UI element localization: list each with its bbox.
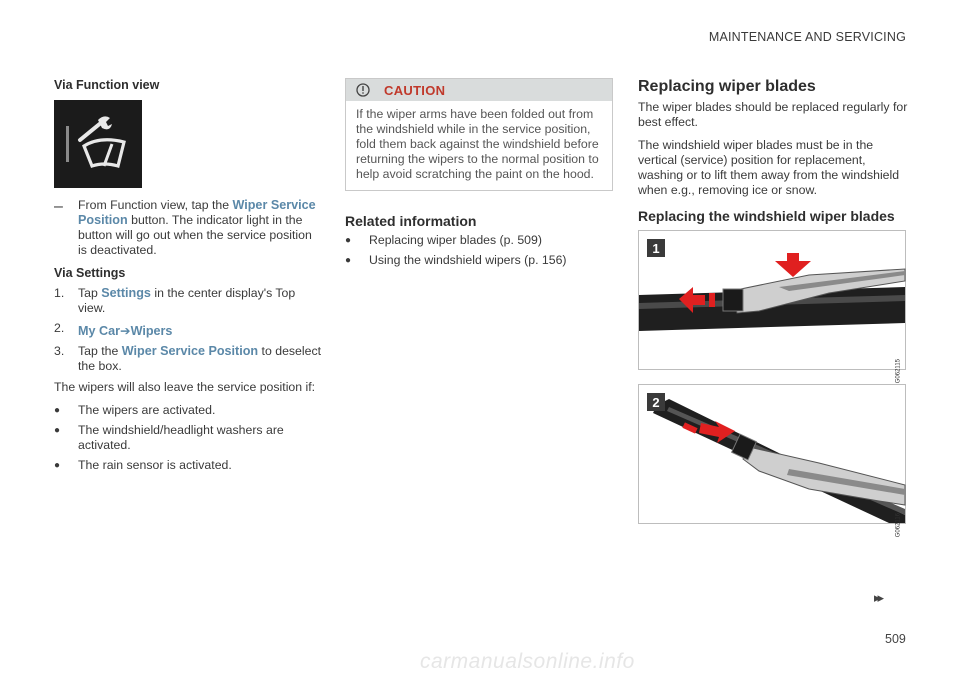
caution-header (346, 79, 612, 101)
my-car-term: My Car (78, 324, 120, 338)
section-header: MAINTENANCE AND SERVICING (708, 30, 906, 44)
via-settings-heading: Via Settings (54, 266, 126, 280)
step-text: in the center display's Top view. (78, 286, 296, 315)
list-item-text: The windshield/headlight washers are activated. (78, 423, 284, 452)
arrow-right-icon: ➔ (120, 324, 131, 338)
list-item-text: The rain sensor is activated. (78, 458, 232, 472)
caution-text: If the wiper arms have been folded out from the windshield while in the service position, fold them back against the windshield before returning the wipers to the normal position to help avoid scratching the paint on the hood. (356, 107, 599, 181)
page-title: Replacing wiper blades (638, 78, 816, 95)
related-links (345, 233, 613, 268)
step-number: 1. (54, 286, 65, 300)
settings-step-2 (54, 321, 324, 339)
caution-body (346, 101, 612, 190)
watermark: carmanualsonline.info (420, 650, 635, 673)
list-item (54, 423, 324, 453)
step-number: 3. (54, 344, 65, 358)
dash-mark: – (54, 198, 63, 215)
leave-service-text: The wipers will also leave the service position if: (54, 380, 316, 394)
middle-column (345, 78, 613, 273)
settings-step-3 (54, 344, 324, 374)
function-view-step-text (78, 198, 324, 258)
settings-step-1 (54, 286, 324, 316)
function-view-step (54, 198, 324, 258)
wiper-service-position-term: Wiper Service Position (78, 198, 316, 227)
related-link-text[interactable]: Using the windshield wipers (p. 156) (369, 253, 567, 267)
bullet: ● (345, 235, 352, 246)
related-link-text[interactable]: Replacing wiper blades (p. 509) (369, 233, 542, 247)
windshield-blades-heading: Replacing the windshield wiper blades (638, 208, 895, 224)
settings-term: Settings (101, 286, 151, 300)
bullet: ● (345, 255, 352, 266)
leave-conditions-list (54, 403, 324, 473)
warning-icon (356, 83, 370, 97)
wiper-service-position-term: Wiper Service Position (121, 344, 259, 358)
list-item (54, 458, 324, 473)
wipers-term: Wipers (130, 324, 173, 338)
wiper-windshield-icon (54, 100, 142, 188)
step-text: Tap the (78, 344, 122, 358)
intro-paragraph-2: The windshield wiper blades must be in the vertical (service) position for replacement, washing or to lift them away from the windshield when e.g., removing ice or snow. (638, 138, 900, 197)
wiper-blade-illustration-2 (639, 385, 905, 523)
left-column (54, 78, 324, 478)
caution-box (345, 78, 613, 191)
figure-number-2: 2 (647, 393, 665, 411)
right-column (638, 78, 910, 538)
step-text: to deselect the box. (78, 344, 322, 373)
list-item-text: The wipers are activated. (78, 403, 216, 417)
bullet: ● (54, 405, 61, 416)
bullet: ● (54, 460, 61, 471)
settings-steps (54, 286, 324, 374)
figure-code-2: G062116 (895, 513, 901, 538)
figure-number-1: 1 (647, 239, 665, 257)
step-text-c: button. The indicator light in the button will go out when the service position is deactivated. (78, 213, 312, 257)
caution-title: CAUTION (384, 82, 446, 98)
step-text-a: From Function view, tap the (78, 198, 233, 212)
step-text: Tap (78, 286, 102, 300)
wiper-blade-illustration-1 (639, 231, 905, 369)
related-link[interactable] (345, 253, 613, 268)
wiper-service-icon (54, 100, 142, 188)
intro-paragraph-1: The wiper blades should be replaced regularly for best effect. (638, 100, 908, 129)
figure-step-1 (638, 230, 906, 384)
via-function-view-heading: Via Function view (54, 78, 160, 92)
list-item (54, 403, 324, 418)
related-link[interactable] (345, 233, 613, 248)
figure-code-1: G062115 (895, 359, 901, 384)
step-number: 2. (54, 321, 65, 335)
related-info-heading: Related information (345, 213, 477, 229)
page-number: 509 (885, 632, 906, 646)
figure-step-2 (638, 384, 906, 538)
next-page-icon[interactable]: ▸▸ (874, 590, 882, 605)
bullet: ● (54, 425, 61, 436)
